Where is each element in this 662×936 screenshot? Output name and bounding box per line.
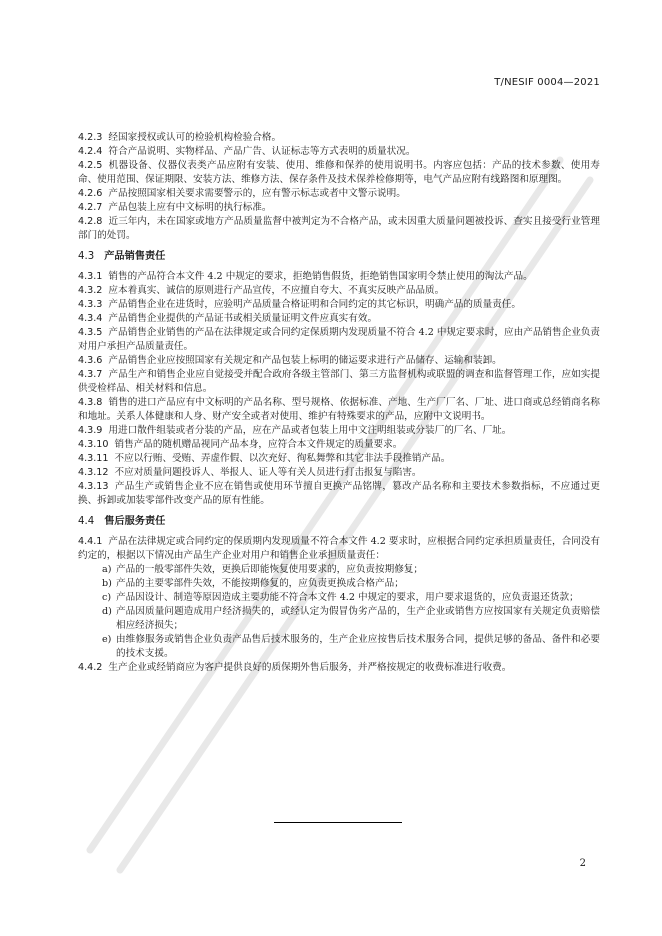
clause-4-2-3: 4.2.3 经国家授权或认可的检验机构检验合格。 [78,132,282,143]
clause-4-3-9: 4.3.9 用进口散件组装或者分装的产品，应在产品或者包装上用中文注明组装或分装厂的厂名、厂址。 [78,425,512,436]
clause-4-4-2: 4.4.2 生产企业或经销商应为客户提供良好的质保期外售后服务，并严格按规定的收费标准进行收费。 [78,662,512,673]
clause-4-3-1: 4.3.1 销售的产品符合本文件 4.2 中规定的要求，拒绝销售假货，拒绝销售国家明令禁止使用的淘汰产品。 [78,271,533,282]
clause-4-3-12: 4.3.12 不应对质量问题投诉人、举报人、证人等有关人员进行打击报复与陷害。 [78,467,422,478]
clause-4-2-8: 4.2.8 近三年内，未在国家或地方产品质量监督中被判定为不合格产品，或未因重大质量问题被投诉、查实且接受行业管理部门的处罚。 [78,216,600,241]
clause-4-3-8: 4.3.8 销售的进口产品应有中文标明的产品名称、型号规格、依据标准、产地、生产厂厂名、厂址、进口商或总经销商名称和地址。关系人体健康和人身、财产安全或者对使用、维护有特殊要求的产品，应附中文说明书。 [78,397,600,422]
clause-4-4-1: 4.4.1 产品在法律规定或合同约定的保质期内发现质量不符合本文件 4.2 要求时，应根据合同约定承担质量责任，合同没有约定的，根据以下情况由产品生产企业对用户和销售企业承担质量责任： [78,536,600,561]
clause-4-3-10: 4.3.10 销售产品的随机赠品视同产品本身，应符合本文件规定的质量要求。 [78,439,403,450]
clause-4-2-5: 4.2.5 机器设备、仪器仪表类产品应附有安装、使用、维修和保养的使用说明书。内容应包括：产品的技术参数、使用寿命、使用范围、保证期限、安装方法、维修方法、保存条件及技术保养检修期等，电气产品应附有线路图和原理图。 [78,160,600,185]
clause-4-3-11: 4.3.11 不应以行贿、受贿、弄虚作假、以次充好、徇私舞弊和其它非法手段推销产品。 [78,453,451,464]
list-item-a: a) 产品的一般零部件失效，更换后即能恢复使用要求的，应负责按期修复； [102,564,423,575]
clause-4-3-6: 4.3.6 产品销售企业应按照国家有关规定和产品包装上标明的储运要求进行产品储存、运输和装卸。 [78,355,502,366]
list-item-d: d) 产品因质量问题造成用户经济损失的，或经认定为假冒伪劣产品的，生产企业或销售方应按国家有关规定负责赔偿相应经济损失； [102,606,600,631]
section-heading-4-4: 4.4 售后服务责任 [78,516,166,527]
clause-4-3-4: 4.3.4 产品销售企业提供的产品证书或相关质量证明文件应真实有效。 [78,313,378,324]
clause-4-3-13: 4.3.13 产品生产或销售企业不应在销售或使用环节擅自更换产品铭牌，篡改产品名称和主要技术参数指标，不应通过更换、拆卸或加装零部件改变产品的原有性能。 [78,481,600,506]
clause-4-2-4: 4.2.4 符合产品说明、实物样品、产品广告、认证标志等方式表明的质量状况。 [78,146,416,157]
document-code: T/NESIF 0004—2021 [494,77,600,88]
list-item-e: e) 由维修服务或销售企业负责产品售后技术服务的，生产企业应按售后技术服务合同，提供足够的备品、备件和必要的技术支援。 [102,634,600,659]
document-body [78,131,600,675]
end-rule [274,822,402,823]
clause-4-2-7: 4.2.7 产品包装上应有中文标明的执行标准。 [78,202,272,213]
page-number: 2 [579,858,586,869]
clause-4-2-6: 4.2.6 产品按照国家相关要求需要警示的，应有警示标志或者中文警示说明。 [78,188,406,199]
list-item-b: b) 产品的主要零部件失效，不能按期修复的，应负责更换成合格产品； [102,578,404,589]
clause-4-3-7: 4.3.7 产品生产和销售企业应自觉接受并配合政府各级主管部门、第三方监督机构或联盟的调查和监督管理工作，应如实提供受检样品、相关材料和信息。 [78,369,600,394]
section-heading-4-3: 4.3 产品销售责任 [78,251,166,262]
clause-4-3-5: 4.3.5 产品销售企业销售的产品在法律规定或合同约定保质期内发现质量不符合 4.2 中规定要求时，应由产品销售企业负责对用户承担产品质量责任。 [78,327,600,352]
list-item-c: c) 产品因设计、制造等原因造成主要功能不符合本文件 4.2 中规定的要求，用户要求退货的，应负责退还货款； [102,592,579,603]
clause-4-3-3: 4.3.3 产品销售企业在进货时，应验明产品质量合格证明和合同约定的其它标识，明确产品的质量责任。 [78,299,521,310]
clause-4-3-2: 4.3.2 应本着真实、诚信的原则进行产品宣传，不应擅自夸大、不真实反映产品品质。 [78,285,445,296]
